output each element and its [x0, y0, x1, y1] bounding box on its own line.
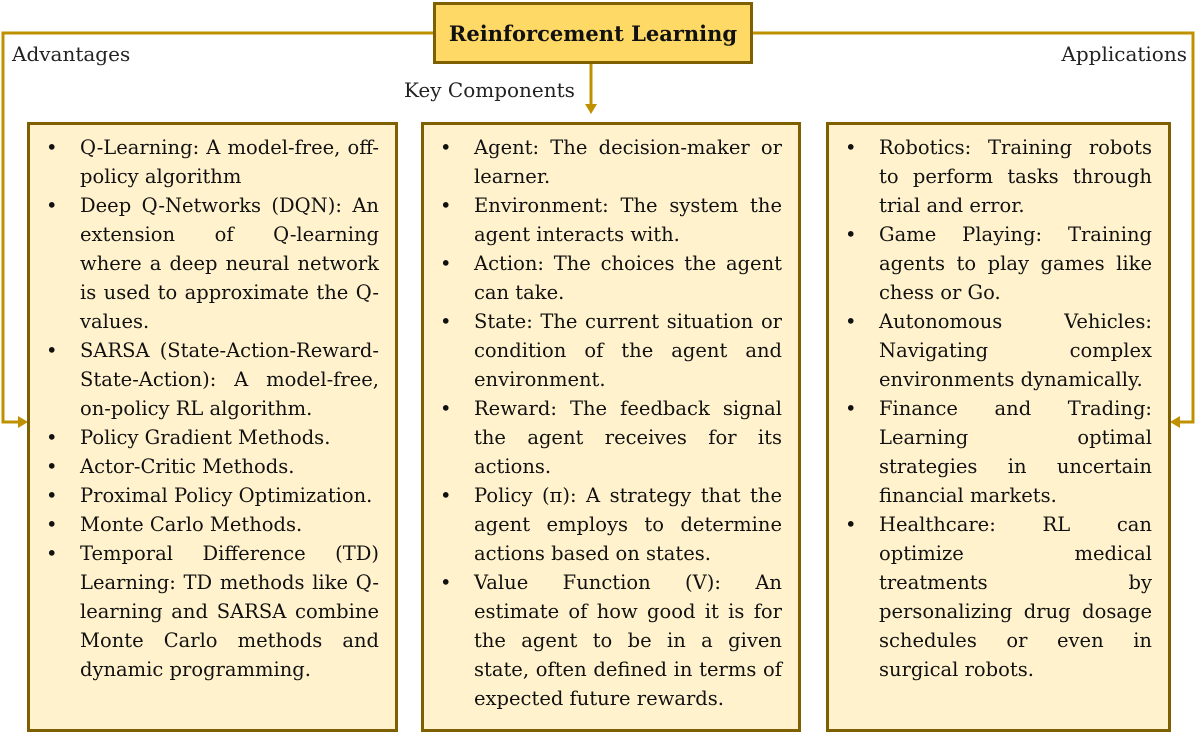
list-item: • Q-Learning: A model-free, off-policy algorithm — [80, 133, 379, 191]
list-item: • Monte Carlo Methods. — [80, 510, 379, 539]
list-item: • Policy (π): A strategy that the agent employs to determine actions based on states. — [474, 481, 782, 568]
list-item: • Agent: The decision-maker or learner. — [474, 133, 782, 191]
list-item: • Deep Q-Networks (DQN): An extension of Q-learning where a deep neural network is used to approximate the Q-values. — [80, 191, 379, 336]
list-item: • Finance and Trading: Learning optimal strategies in uncertain financial markets. — [879, 394, 1152, 510]
list-item: • Temporal Difference (TD) Learning: TD methods like Q-learning and SARSA combine Monte Carlo methods and dynamic programming. — [80, 539, 379, 684]
list-item: • Reward: The feedback signal the agent receives for its actions. — [474, 394, 782, 481]
list-item: • Environment: The system the agent interacts with. — [474, 191, 782, 249]
list-item: • Actor-Critic Methods. — [80, 452, 379, 481]
label-applications: Applications — [1061, 42, 1187, 66]
list-item: • Action: The choices the agent can take. — [474, 249, 782, 307]
list-item: • Value Function (V): An estimate of how good it is for the agent to be in a given state, often defined in terms of expected future rewards. — [474, 568, 782, 713]
key-components-panel — [421, 122, 801, 732]
central-topic: Reinforcement Learning — [433, 2, 753, 64]
list-item: • Proximal Policy Optimization. — [80, 481, 379, 510]
label-advantages: Advantages — [12, 42, 131, 66]
list-item: • Robotics: Training robots to perform tasks through trial and error. — [879, 133, 1152, 220]
list-item: • Policy Gradient Methods. — [80, 423, 379, 452]
arrowhead-right — [1170, 416, 1180, 428]
applications-panel — [826, 122, 1171, 732]
list-item: • SARSA (State-Action-Reward-State-Action): A model-free, on-policy RL algorithm. — [80, 336, 379, 423]
list-item: • Healthcare: RL can optimize medical treatments by personalizing drug dosage schedules or even in surgical robots. — [879, 510, 1152, 684]
list-item: • Autonomous Vehicles: Navigating complex environments dynamically. — [879, 307, 1152, 394]
list-item: • Game Playing: Training agents to play games like chess or Go. — [879, 220, 1152, 307]
advantages-panel — [27, 122, 398, 732]
arrowhead-center — [585, 104, 597, 114]
label-key-components: Key Components — [404, 78, 575, 102]
list-item: • State: The current situation or condition of the agent and environment. — [474, 307, 782, 394]
